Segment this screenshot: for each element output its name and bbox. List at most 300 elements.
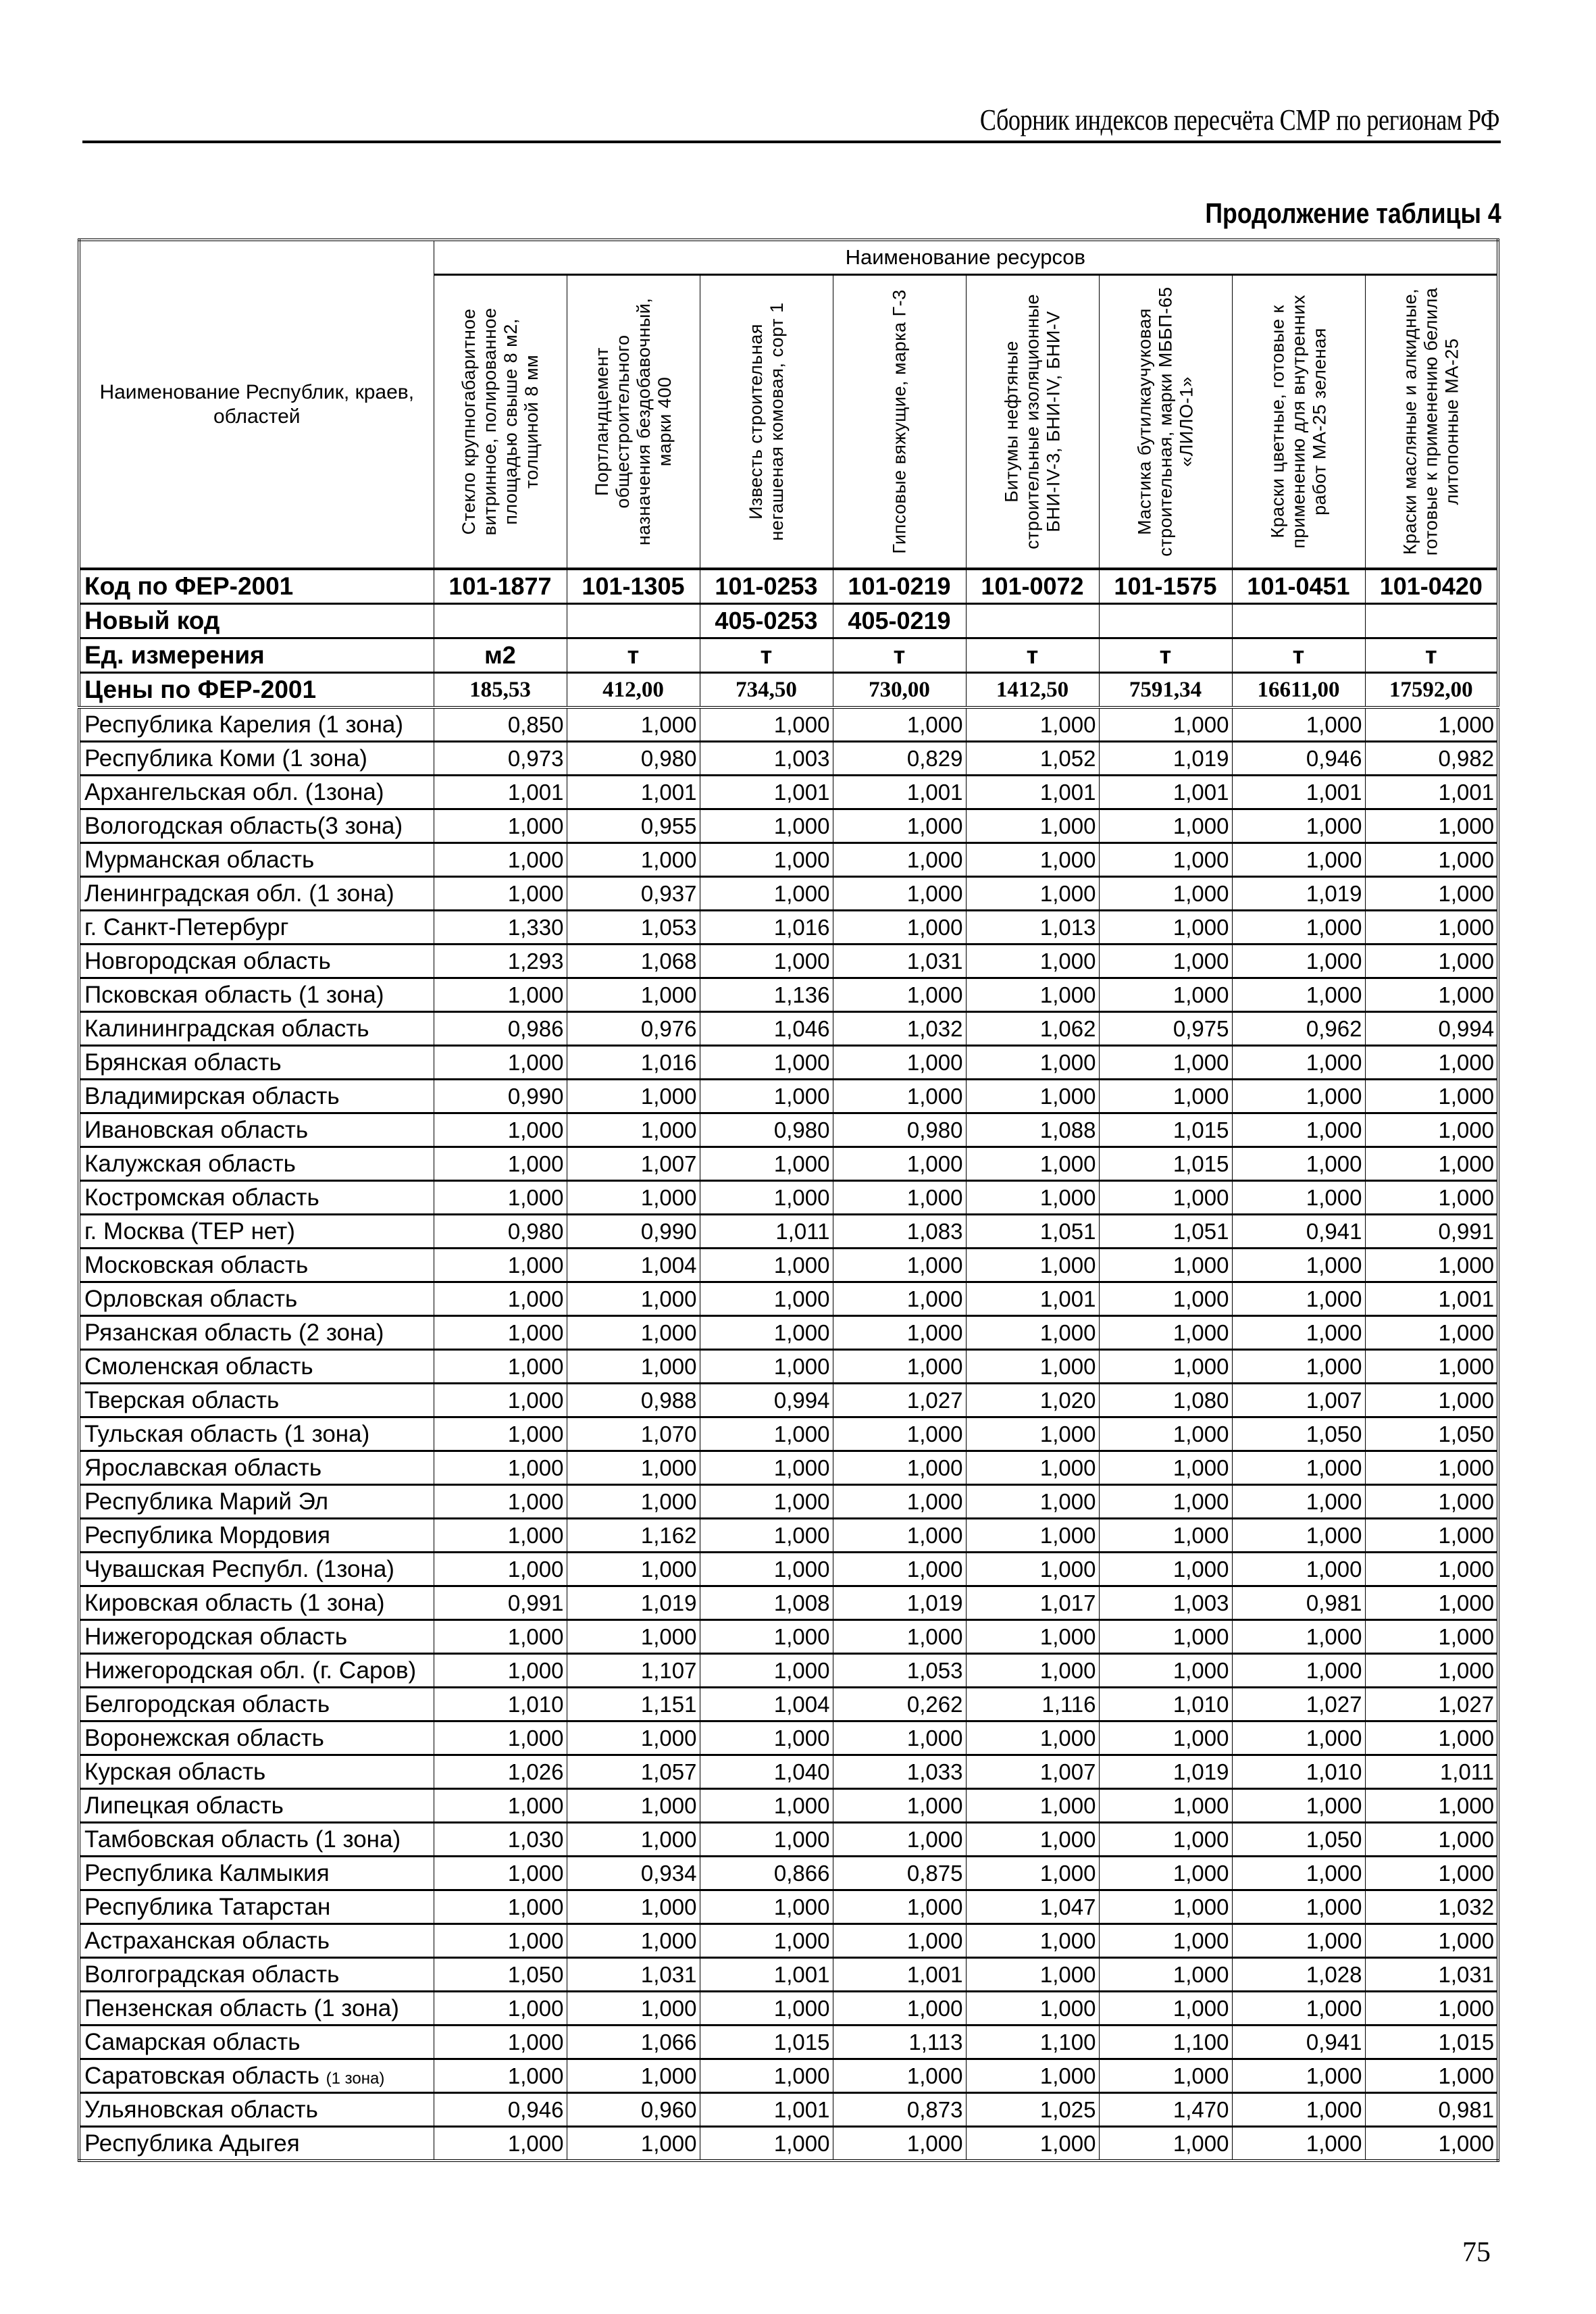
index-value-cell: 1,001 <box>1365 1282 1498 1316</box>
region-name-cell <box>79 1586 434 1620</box>
index-value-cell: 1,000 <box>1099 2127 1232 2161</box>
region-name-cell <box>79 978 434 1012</box>
region-name: Ярославская область <box>84 1454 322 1481</box>
index-value-cell: 1,000 <box>700 1181 833 1215</box>
index-value-cell: 1,000 <box>833 1282 966 1316</box>
region-name: Липецкая область <box>84 1792 284 1819</box>
region-name-cell <box>79 1350 434 1384</box>
index-value-cell: 1,000 <box>700 2059 833 2093</box>
continuation-title: Продолжение таблицы 4 <box>1205 197 1501 229</box>
index-value-cell: 1,000 <box>700 1789 833 1823</box>
index-value-cell: 1,001 <box>966 1282 1099 1316</box>
table-row <box>79 911 1498 945</box>
index-value-cell: 1,000 <box>434 1857 567 1890</box>
meta-cell: т <box>1099 638 1232 673</box>
region-name: Тульская область (1 зона) <box>84 1420 370 1447</box>
index-value-cell: 1,000 <box>966 1181 1099 1215</box>
index-value-cell: 1,000 <box>434 1417 567 1451</box>
table-row <box>79 1586 1498 1620</box>
index-value-cell: 1,003 <box>1099 1586 1232 1620</box>
index-value-cell: 1,050 <box>1365 1417 1498 1451</box>
table-row <box>79 1755 1498 1789</box>
region-name-cell <box>79 1721 434 1755</box>
index-value-cell: 1,000 <box>1099 1485 1232 1519</box>
index-value-cell: 1,000 <box>700 1249 833 1282</box>
region-name-cell <box>79 707 434 742</box>
region-name-cell <box>79 1519 434 1553</box>
index-value-cell: 1,000 <box>1232 809 1365 843</box>
index-value-cell: 1,000 <box>833 1553 966 1586</box>
index-value-cell: 1,000 <box>700 1485 833 1519</box>
index-value-cell: 1,000 <box>567 1080 700 1113</box>
index-value-cell: 1,000 <box>1365 707 1498 742</box>
index-value-cell: 1,015 <box>1365 2026 1498 2059</box>
resource-column-label: Битумы нефтяные строительные изоляционные БНИ-IV-3, БНИ-IV, БНИ-V <box>1001 293 1063 550</box>
index-value-cell: 1,046 <box>700 1012 833 1046</box>
meta-cell: 405-0253 <box>700 604 833 638</box>
region-name-cell <box>79 1147 434 1181</box>
resource-column-header <box>1232 275 1365 570</box>
meta-cell <box>1232 604 1365 638</box>
table-row <box>79 1857 1498 1890</box>
table-row <box>79 1215 1498 1249</box>
index-value-cell: 1,000 <box>1099 1890 1232 1924</box>
index-value-cell: 1,000 <box>1365 1857 1498 1890</box>
index-value-cell: 1,000 <box>1232 911 1365 945</box>
table-row <box>79 1485 1498 1519</box>
index-value-cell: 1,000 <box>966 1417 1099 1451</box>
index-value-cell: 1,000 <box>1232 1316 1365 1350</box>
index-value-cell: 1,000 <box>434 1789 567 1823</box>
index-value-cell: 1,057 <box>567 1755 700 1789</box>
index-value-cell: 1,000 <box>966 1519 1099 1553</box>
index-value-cell: 1,000 <box>966 1721 1099 1755</box>
index-value-cell: 1,000 <box>1365 2059 1498 2093</box>
index-value-cell: 1,000 <box>1099 911 1232 945</box>
table-row <box>79 877 1498 911</box>
index-value-cell: 0,991 <box>434 1586 567 1620</box>
region-name-cell <box>79 1282 434 1316</box>
index-value-cell: 1,000 <box>1099 877 1232 911</box>
index-value-cell: 1,000 <box>700 1451 833 1485</box>
index-value-cell: 1,053 <box>567 911 700 945</box>
index-value-cell: 0,829 <box>833 742 966 776</box>
index-value-cell: 0,941 <box>1232 1215 1365 1249</box>
resource-column-label: Краски масляные и алкидные, готовые к применению белила литопонные МА-25 <box>1399 287 1462 556</box>
index-value-cell: 1,001 <box>1099 776 1232 809</box>
index-value-cell: 1,000 <box>700 1553 833 1586</box>
meta-cell: 1412,50 <box>966 673 1099 708</box>
index-value-cell: 1,000 <box>434 1519 567 1553</box>
index-value-cell: 1,000 <box>700 945 833 978</box>
index-value-cell: 1,000 <box>700 1316 833 1350</box>
index-value-cell: 1,000 <box>567 1823 700 1857</box>
index-value-cell: 1,293 <box>434 945 567 978</box>
index-value-cell: 1,000 <box>700 1417 833 1451</box>
meta-cell: 101-0219 <box>833 569 966 604</box>
region-name-cell <box>79 1046 434 1080</box>
meta-cell: т <box>833 638 966 673</box>
meta-cell: 101-0420 <box>1365 569 1498 604</box>
region-name: Волгоградская область <box>84 1961 340 1988</box>
meta-cell <box>567 604 700 638</box>
table-row <box>79 1147 1498 1181</box>
index-value-cell: 1,000 <box>1232 1789 1365 1823</box>
index-value-cell: 1,000 <box>567 1924 700 1958</box>
index-value-cell: 1,000 <box>1365 1080 1498 1113</box>
index-value-cell: 1,001 <box>1232 776 1365 809</box>
region-name-cell <box>79 2127 434 2161</box>
index-value-cell: 1,000 <box>966 978 1099 1012</box>
index-value-cell: 1,000 <box>833 1080 966 1113</box>
index-value-cell: 1,001 <box>833 776 966 809</box>
index-value-cell: 1,000 <box>1365 1620 1498 1654</box>
index-value-cell: 1,000 <box>567 1789 700 1823</box>
index-value-cell: 1,031 <box>1365 1958 1498 1992</box>
meta-cell: 101-1877 <box>434 569 567 604</box>
index-value-cell: 0,982 <box>1365 742 1498 776</box>
region-name: г. Санкт-Петербург <box>84 913 289 940</box>
table-row <box>79 1113 1498 1147</box>
index-value-cell: 1,000 <box>700 707 833 742</box>
index-value-cell: 0,850 <box>434 707 567 742</box>
region-name: Республика Адыгея <box>84 2130 300 2157</box>
index-value-cell: 1,032 <box>1365 1890 1498 1924</box>
index-value-cell: 1,000 <box>1099 945 1232 978</box>
index-value-cell: 1,000 <box>833 911 966 945</box>
index-value-cell: 1,000 <box>1099 1924 1232 1958</box>
region-name: Ивановская область <box>84 1116 309 1143</box>
index-value-cell: 1,000 <box>700 2127 833 2161</box>
index-value-cell: 1,000 <box>966 1485 1099 1519</box>
index-value-cell: 1,000 <box>966 843 1099 877</box>
region-name-cell <box>79 1417 434 1451</box>
meta-row <box>79 673 1498 708</box>
region-name: Новгородская область <box>84 947 331 974</box>
index-value-cell: 1,011 <box>1365 1755 1498 1789</box>
table-row <box>79 776 1498 809</box>
index-value-cell: 0,960 <box>567 2093 700 2127</box>
index-value-cell: 1,000 <box>1232 1620 1365 1654</box>
index-value-cell: 0,986 <box>434 1012 567 1046</box>
index-value-cell: 1,008 <box>700 1586 833 1620</box>
index-value-cell: 1,000 <box>833 1046 966 1080</box>
region-name-cell <box>79 1958 434 1992</box>
resource-column-header <box>434 275 567 570</box>
index-value-cell: 1,000 <box>1365 1992 1498 2026</box>
index-value-cell: 1,000 <box>1232 1890 1365 1924</box>
meta-cell: 412,00 <box>567 673 700 708</box>
meta-cell <box>1099 604 1232 638</box>
index-value-cell: 0,981 <box>1365 2093 1498 2127</box>
region-name: Калужская область <box>84 1150 296 1177</box>
index-value-cell: 1,000 <box>567 2059 700 2093</box>
index-value-cell: 0,990 <box>567 1215 700 1249</box>
index-value-cell: 0,955 <box>567 809 700 843</box>
index-value-cell: 1,000 <box>966 1823 1099 1857</box>
index-value-cell: 1,000 <box>1365 843 1498 877</box>
meta-row-label: Ед. измерения <box>79 638 434 673</box>
index-value-cell: 1,000 <box>833 1992 966 2026</box>
index-value-cell: 0,980 <box>567 742 700 776</box>
meta-cell: 101-1575 <box>1099 569 1232 604</box>
index-value-cell: 1,015 <box>700 2026 833 2059</box>
region-name-cell <box>79 1992 434 2026</box>
index-value-cell: 1,000 <box>966 1620 1099 1654</box>
index-value-cell: 1,000 <box>833 1350 966 1384</box>
index-value-cell: 0,262 <box>833 1688 966 1721</box>
index-value-cell: 1,000 <box>1365 911 1498 945</box>
resource-column-header <box>1365 275 1498 570</box>
index-value-cell: 1,000 <box>966 1249 1099 1282</box>
index-value-cell: 1,000 <box>1099 1620 1232 1654</box>
index-value-cell: 1,000 <box>567 1992 700 2026</box>
index-value-cell: 1,000 <box>1232 1113 1365 1147</box>
index-value-cell: 1,000 <box>567 1553 700 1586</box>
index-value-cell: 1,100 <box>966 2026 1099 2059</box>
index-value-cell: 1,000 <box>833 1620 966 1654</box>
table-row <box>79 1992 1498 2026</box>
index-value-cell: 1,113 <box>833 2026 966 2059</box>
index-value-cell: 1,000 <box>567 1451 700 1485</box>
region-name-cell <box>79 911 434 945</box>
index-value-cell: 1,000 <box>1232 1553 1365 1586</box>
meta-cell: т <box>966 638 1099 673</box>
index-value-cell: 1,068 <box>567 945 700 978</box>
table-row <box>79 2127 1498 2161</box>
index-value-cell: 1,000 <box>833 2127 966 2161</box>
index-value-cell: 1,000 <box>966 1789 1099 1823</box>
index-value-cell: 1,000 <box>966 1992 1099 2026</box>
index-value-cell: 1,007 <box>567 1147 700 1181</box>
index-value-cell: 1,000 <box>966 1046 1099 1080</box>
index-value-cell: 1,000 <box>1232 2059 1365 2093</box>
index-value-cell: 1,000 <box>1099 1958 1232 1992</box>
index-value-cell: 1,000 <box>700 1823 833 1857</box>
meta-row-label: Цены по ФЕР-2001 <box>79 673 434 708</box>
index-value-cell: 1,000 <box>700 1350 833 1384</box>
index-value-cell: 1,162 <box>567 1519 700 1553</box>
index-value-cell: 1,330 <box>434 911 567 945</box>
region-name-cell <box>79 2093 434 2127</box>
resource-column-header <box>1099 275 1232 570</box>
region-name-cell <box>79 1688 434 1721</box>
region-name: Мурманская область <box>84 846 315 873</box>
index-value-cell: 1,000 <box>966 877 1099 911</box>
resource-column-header <box>700 275 833 570</box>
region-name-cell <box>79 1485 434 1519</box>
region-name: Астраханская область <box>84 1927 330 1954</box>
region-name: Республика Карелия (1 зона) <box>84 711 404 738</box>
index-value-cell: 1,000 <box>700 1721 833 1755</box>
index-value-cell: 1,000 <box>966 1080 1099 1113</box>
index-value-cell: 1,000 <box>1365 1823 1498 1857</box>
meta-cell: 7591,34 <box>1099 673 1232 708</box>
index-value-cell: 1,000 <box>1232 1451 1365 1485</box>
region-name-cell <box>79 1249 434 1282</box>
index-value-cell: 1,019 <box>1232 877 1365 911</box>
index-value-cell: 1,000 <box>966 2059 1099 2093</box>
index-value-cell: 1,000 <box>833 978 966 1012</box>
region-name-cell <box>79 1384 434 1417</box>
index-value-cell: 1,001 <box>700 776 833 809</box>
index-value-cell: 1,015 <box>1099 1113 1232 1147</box>
index-value-cell: 0,980 <box>700 1113 833 1147</box>
index-value-cell: 1,001 <box>700 1958 833 1992</box>
region-name-cell <box>79 1113 434 1147</box>
index-value-cell: 1,000 <box>833 1890 966 1924</box>
index-value-cell: 1,000 <box>833 1181 966 1215</box>
index-value-cell: 1,136 <box>700 978 833 1012</box>
table-row <box>79 1417 1498 1451</box>
index-value-cell: 0,946 <box>1232 742 1365 776</box>
index-value-cell: 1,052 <box>966 742 1099 776</box>
index-value-cell: 1,015 <box>1099 1147 1232 1181</box>
meta-cell: т <box>1232 638 1365 673</box>
table-row <box>79 1249 1498 1282</box>
table-row <box>79 1519 1498 1553</box>
region-name: Костромская область <box>84 1184 319 1211</box>
index-value-cell: 1,000 <box>700 1282 833 1316</box>
region-name-cell <box>79 877 434 911</box>
index-value-cell: 1,000 <box>833 1316 966 1350</box>
index-value-cell: 1,000 <box>1365 1451 1498 1485</box>
index-value-cell: 1,000 <box>700 1890 833 1924</box>
region-name-cell <box>79 2059 434 2093</box>
meta-row <box>79 604 1498 638</box>
index-value-cell: 1,000 <box>833 877 966 911</box>
index-value-cell: 1,016 <box>700 911 833 945</box>
page-number: 75 <box>1462 2237 1491 2268</box>
index-value-cell: 1,001 <box>966 776 1099 809</box>
index-value-cell: 1,000 <box>1365 2127 1498 2161</box>
table-row <box>79 1688 1498 1721</box>
index-value-cell: 1,026 <box>434 1755 567 1789</box>
index-value-cell: 1,000 <box>1365 1316 1498 1350</box>
region-name-cell <box>79 1080 434 1113</box>
index-value-cell: 1,000 <box>567 1721 700 1755</box>
region-name-cell <box>79 1012 434 1046</box>
region-name: Тамбовская область (1 зона) <box>84 1826 401 1853</box>
index-value-cell: 1,000 <box>567 1181 700 1215</box>
region-name-cell <box>79 1316 434 1350</box>
index-value-cell: 0,973 <box>434 742 567 776</box>
table-row <box>79 843 1498 877</box>
index-value-cell: 1,000 <box>833 1249 966 1282</box>
region-name: Республика Марий Эл <box>84 1488 329 1515</box>
meta-row-label: Код по ФЕР-2001 <box>79 569 434 604</box>
index-value-cell: 1,000 <box>1365 1147 1498 1181</box>
index-value-cell: 1,019 <box>1099 742 1232 776</box>
index-value-cell: 1,000 <box>567 707 700 742</box>
index-value-cell: 1,019 <box>833 1586 966 1620</box>
index-value-cell: 1,027 <box>833 1384 966 1417</box>
meta-cell <box>966 604 1099 638</box>
index-value-cell: 1,001 <box>434 776 567 809</box>
region-name-cell <box>79 1451 434 1485</box>
table-row <box>79 2059 1498 2093</box>
index-value-cell: 1,000 <box>966 1654 1099 1688</box>
index-value-cell: 1,000 <box>1365 1485 1498 1519</box>
meta-cell: 405-0219 <box>833 604 966 638</box>
meta-row <box>79 638 1498 673</box>
index-value-cell: 1,000 <box>1232 1046 1365 1080</box>
meta-cell: 101-0253 <box>700 569 833 604</box>
index-value-cell: 1,000 <box>434 1654 567 1688</box>
region-name: Вологодская область(3 зона) <box>84 812 403 839</box>
meta-cell: 16611,00 <box>1232 673 1365 708</box>
index-value-cell: 1,000 <box>966 1553 1099 1586</box>
table-row <box>79 1553 1498 1586</box>
table-row <box>79 1046 1498 1080</box>
index-value-cell: 1,000 <box>833 1924 966 1958</box>
index-value-cell: 1,000 <box>1232 1080 1365 1113</box>
region-name: Московская область <box>84 1251 309 1278</box>
table-row <box>79 809 1498 843</box>
table-row <box>79 1350 1498 1384</box>
region-column-header: Наименование Республик, краев, областей <box>79 240 434 569</box>
region-name: Республика Калмыкия <box>84 1859 330 1886</box>
index-value-cell: 1,000 <box>966 1316 1099 1350</box>
index-value-cell: 1,000 <box>966 1147 1099 1181</box>
index-value-cell: 1,083 <box>833 1215 966 1249</box>
index-value-cell: 1,027 <box>1365 1688 1498 1721</box>
index-value-cell: 1,000 <box>434 1620 567 1654</box>
index-value-cell: 1,000 <box>1232 1857 1365 1890</box>
index-value-cell: 0,988 <box>567 1384 700 1417</box>
index-value-cell: 1,000 <box>1232 1147 1365 1181</box>
region-name-cell <box>79 1181 434 1215</box>
index-value-cell: 1,000 <box>1365 945 1498 978</box>
index-value-cell: 1,031 <box>833 945 966 978</box>
table-row <box>79 1620 1498 1654</box>
meta-cell: т <box>700 638 833 673</box>
region-name: Республика Мордовия <box>84 1521 330 1549</box>
resource-column-header <box>966 275 1099 570</box>
index-value-cell: 1,000 <box>1232 1992 1365 2026</box>
index-value-cell: 1,107 <box>567 1654 700 1688</box>
resource-column-label: Гипсовые вяжущие, марка Г-3 <box>889 289 909 554</box>
index-value-cell: 1,062 <box>966 1012 1099 1046</box>
table-row <box>79 1789 1498 1823</box>
index-value-cell: 1,151 <box>567 1688 700 1721</box>
index-value-cell: 1,027 <box>1232 1688 1365 1721</box>
region-name: Чувашская Республ. (1зона) <box>84 1555 394 1582</box>
table-row <box>79 1080 1498 1113</box>
index-value-cell: 1,000 <box>1232 843 1365 877</box>
index-value-cell: 1,066 <box>567 2026 700 2059</box>
index-value-cell: 1,000 <box>1099 1553 1232 1586</box>
meta-row-label: Новый код <box>79 604 434 638</box>
region-name-cell <box>79 1823 434 1857</box>
index-value-cell: 1,000 <box>1232 1181 1365 1215</box>
index-value-cell: 1,000 <box>1232 1485 1365 1519</box>
index-value-cell: 1,010 <box>434 1688 567 1721</box>
table-row <box>79 945 1498 978</box>
index-value-cell: 1,000 <box>567 978 700 1012</box>
index-value-cell: 1,000 <box>833 1147 966 1181</box>
index-value-cell: 1,051 <box>1099 1215 1232 1249</box>
region-name-cell <box>79 1924 434 1958</box>
table-row <box>79 1012 1498 1046</box>
table-row <box>79 978 1498 1012</box>
index-value-cell: 1,080 <box>1099 1384 1232 1417</box>
region-name: Орловская область <box>84 1285 298 1312</box>
index-value-cell: 1,000 <box>1099 2059 1232 2093</box>
index-value-cell: 1,000 <box>434 2026 567 2059</box>
index-value-cell: 1,000 <box>833 1789 966 1823</box>
table-row <box>79 1316 1498 1350</box>
